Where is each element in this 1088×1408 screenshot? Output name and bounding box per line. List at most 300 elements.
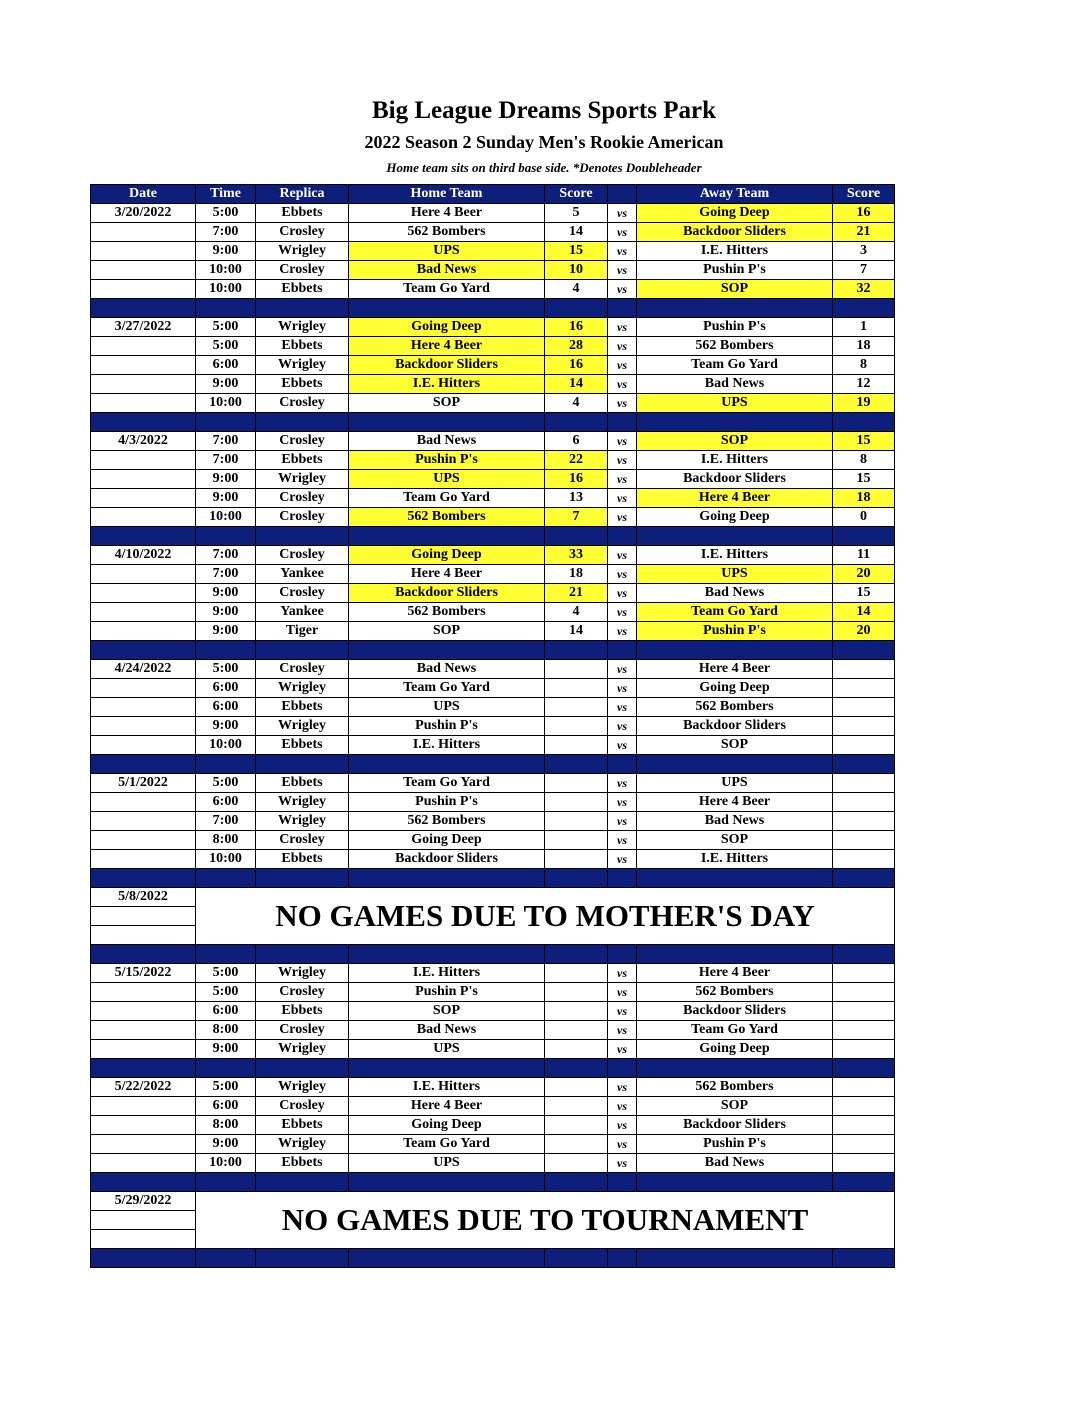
home-team-cell: I.E. Hitters [349, 736, 545, 755]
field-cell: Crosley [256, 432, 349, 451]
date-cell: 4/24/2022 [91, 660, 196, 679]
date-cell: 5/1/2022 [91, 774, 196, 793]
separator-cell [349, 945, 545, 964]
away-score-cell [833, 983, 895, 1002]
separator-cell [91, 869, 196, 888]
away-score-cell [833, 717, 895, 736]
home-team-cell: Backdoor Sliders [349, 584, 545, 603]
time-cell: 9:00 [196, 242, 256, 261]
date-cell: 4/3/2022 [91, 432, 196, 451]
separator-cell [196, 527, 256, 546]
separator-cell [545, 869, 608, 888]
away-score-cell: 18 [833, 489, 895, 508]
vs-cell: vs [608, 831, 637, 850]
field-cell: Yankee [256, 565, 349, 584]
game-row [91, 622, 895, 641]
away-score-cell: 18 [833, 337, 895, 356]
separator-cell [637, 641, 833, 660]
away-score-cell [833, 1002, 895, 1021]
home-score-cell: 4 [545, 603, 608, 622]
game-row [91, 432, 895, 451]
field-cell: Ebbets [256, 698, 349, 717]
away-team-cell: Bad News [637, 375, 833, 394]
vs-cell: vs [608, 736, 637, 755]
home-team-cell: Backdoor Sliders [349, 850, 545, 869]
time-cell: 7:00 [196, 223, 256, 242]
date-cell [91, 375, 196, 394]
separator-cell [545, 1173, 608, 1192]
date-cell [91, 717, 196, 736]
date-cell: 3/27/2022 [91, 318, 196, 337]
home-score-cell [545, 1040, 608, 1059]
home-score-cell: 16 [545, 470, 608, 489]
separator-cell [608, 1249, 637, 1268]
vs-cell: vs [608, 793, 637, 812]
vs-cell: vs [608, 318, 637, 337]
away-score-cell [833, 1078, 895, 1097]
date-cell [91, 698, 196, 717]
away-score-cell: 7 [833, 261, 895, 280]
game-row [91, 394, 895, 413]
game-row [91, 1021, 895, 1040]
home-score-cell [545, 831, 608, 850]
away-team-cell: SOP [637, 736, 833, 755]
away-score-cell: 15 [833, 432, 895, 451]
game-row [91, 223, 895, 242]
game-row [91, 774, 895, 793]
vs-cell: vs [608, 698, 637, 717]
home-team-cell: Bad News [349, 432, 545, 451]
away-score-cell [833, 1154, 895, 1173]
away-score-cell: 32 [833, 280, 895, 299]
time-cell: 9:00 [196, 584, 256, 603]
home-score-cell: 16 [545, 318, 608, 337]
home-team-cell: Team Go Yard [349, 679, 545, 698]
separator-cell [545, 641, 608, 660]
time-cell: 10:00 [196, 850, 256, 869]
field-cell: Ebbets [256, 451, 349, 470]
home-score-cell: 4 [545, 280, 608, 299]
separator-cell [608, 413, 637, 432]
vs-cell: vs [608, 242, 637, 261]
away-team-cell: I.E. Hitters [637, 546, 833, 565]
separator-cell [833, 869, 895, 888]
separator-cell [833, 527, 895, 546]
home-team-cell: Here 4 Beer [349, 565, 545, 584]
field-cell: Crosley [256, 584, 349, 603]
vs-cell: vs [608, 394, 637, 413]
separator-cell [608, 299, 637, 318]
home-team-cell: Here 4 Beer [349, 204, 545, 223]
game-row [91, 679, 895, 698]
home-score-cell: 21 [545, 584, 608, 603]
away-team-cell: UPS [637, 565, 833, 584]
time-cell: 10:00 [196, 394, 256, 413]
away-team-cell: I.E. Hitters [637, 242, 833, 261]
page-title: Big League Dreams Sports Park [372, 97, 716, 124]
date-cell: 5/8/2022 [91, 888, 196, 907]
game-row [91, 850, 895, 869]
home-team-cell: I.E. Hitters [349, 375, 545, 394]
field-cell: Yankee [256, 603, 349, 622]
away-score-cell [833, 812, 895, 831]
date-cell [91, 470, 196, 489]
separator-cell [256, 1173, 349, 1192]
game-row [91, 1135, 895, 1154]
field-cell: Crosley [256, 1021, 349, 1040]
home-team-cell: UPS [349, 1154, 545, 1173]
away-team-cell: 562 Bombers [637, 983, 833, 1002]
away-team-cell: Backdoor Sliders [637, 717, 833, 736]
away-team-cell: Bad News [637, 1154, 833, 1173]
game-row [91, 489, 895, 508]
away-score-cell: 8 [833, 356, 895, 375]
time-cell: 8:00 [196, 1021, 256, 1040]
home-score-cell [545, 698, 608, 717]
vs-cell: vs [608, 1040, 637, 1059]
home-score-cell [545, 736, 608, 755]
home-score-cell [545, 660, 608, 679]
game-row [91, 565, 895, 584]
separator-cell [91, 1249, 196, 1268]
date-cell [91, 280, 196, 299]
time-cell: 10:00 [196, 736, 256, 755]
vs-cell: vs [608, 964, 637, 983]
separator-cell [256, 755, 349, 774]
away-score-cell [833, 1135, 895, 1154]
home-score-cell: 14 [545, 375, 608, 394]
separator-cell [349, 413, 545, 432]
header-date: Date [91, 185, 196, 204]
away-score-cell: 14 [833, 603, 895, 622]
away-team-cell: Pushin P's [637, 261, 833, 280]
home-team-cell: Going Deep [349, 831, 545, 850]
time-cell: 9:00 [196, 622, 256, 641]
away-score-cell [833, 793, 895, 812]
home-team-cell: Backdoor Sliders [349, 356, 545, 375]
separator-cell [196, 1173, 256, 1192]
separator-cell [608, 641, 637, 660]
vs-cell: vs [608, 660, 637, 679]
notice-row [91, 888, 895, 907]
home-score-cell: 16 [545, 356, 608, 375]
away-team-cell: Here 4 Beer [637, 964, 833, 983]
date-cell [91, 983, 196, 1002]
home-score-cell [545, 717, 608, 736]
vs-cell: vs [608, 565, 637, 584]
schedule-table [90, 184, 895, 1268]
field-cell: Ebbets [256, 1116, 349, 1135]
date-cell: 4/10/2022 [91, 546, 196, 565]
home-score-cell: 13 [545, 489, 608, 508]
away-score-cell [833, 831, 895, 850]
separator-cell [196, 869, 256, 888]
week-separator [91, 755, 895, 774]
home-team-cell: SOP [349, 394, 545, 413]
game-row [91, 812, 895, 831]
vs-cell: vs [608, 812, 637, 831]
vs-cell: vs [608, 1116, 637, 1135]
date-cell [91, 1211, 196, 1230]
separator-cell [608, 527, 637, 546]
date-cell [91, 489, 196, 508]
home-team-cell: Going Deep [349, 1116, 545, 1135]
game-row [91, 1116, 895, 1135]
header-away-score: Score [833, 185, 895, 204]
field-cell: Crosley [256, 508, 349, 527]
home-team-cell: UPS [349, 470, 545, 489]
home-score-cell [545, 1097, 608, 1116]
home-score-cell: 14 [545, 223, 608, 242]
game-row [91, 1040, 895, 1059]
home-score-cell: 28 [545, 337, 608, 356]
separator-cell [608, 1059, 637, 1078]
home-team-cell: 562 Bombers [349, 223, 545, 242]
header-home-team: Home Team [349, 185, 545, 204]
game-row [91, 318, 895, 337]
home-score-cell [545, 1021, 608, 1040]
date-cell [91, 1021, 196, 1040]
field-cell: Wrigley [256, 242, 349, 261]
week-separator [91, 413, 895, 432]
separator-cell [91, 299, 196, 318]
home-team-cell: Here 4 Beer [349, 337, 545, 356]
separator-cell [256, 1249, 349, 1268]
home-team-cell: UPS [349, 698, 545, 717]
away-score-cell: 11 [833, 546, 895, 565]
separator-cell [91, 1059, 196, 1078]
away-team-cell: 562 Bombers [637, 337, 833, 356]
game-row [91, 280, 895, 299]
away-team-cell: UPS [637, 774, 833, 793]
vs-cell: vs [608, 850, 637, 869]
home-score-cell: 22 [545, 451, 608, 470]
date-cell [91, 1097, 196, 1116]
vs-cell: vs [608, 280, 637, 299]
away-team-cell: Going Deep [637, 1040, 833, 1059]
away-team-cell: Backdoor Sliders [637, 223, 833, 242]
separator-cell [256, 299, 349, 318]
field-cell: Wrigley [256, 1078, 349, 1097]
field-cell: Crosley [256, 489, 349, 508]
date-cell [91, 736, 196, 755]
field-cell: Crosley [256, 1097, 349, 1116]
separator-cell [833, 641, 895, 660]
time-cell: 6:00 [196, 793, 256, 812]
week-separator [91, 1249, 895, 1268]
away-team-cell: I.E. Hitters [637, 850, 833, 869]
game-row [91, 337, 895, 356]
game-row [91, 375, 895, 394]
vs-cell: vs [608, 774, 637, 793]
time-cell: 9:00 [196, 489, 256, 508]
away-score-cell [833, 1097, 895, 1116]
away-score-cell: 1 [833, 318, 895, 337]
field-cell: Crosley [256, 831, 349, 850]
date-cell [91, 337, 196, 356]
away-team-cell: Team Go Yard [637, 603, 833, 622]
home-team-cell: 562 Bombers [349, 812, 545, 831]
separator-cell [91, 527, 196, 546]
field-cell: Ebbets [256, 280, 349, 299]
date-cell [91, 603, 196, 622]
away-score-cell: 21 [833, 223, 895, 242]
away-score-cell [833, 774, 895, 793]
separator-cell [349, 1249, 545, 1268]
separator-cell [833, 1249, 895, 1268]
date-cell [91, 242, 196, 261]
game-row [91, 717, 895, 736]
field-cell: Crosley [256, 983, 349, 1002]
separator-cell [608, 755, 637, 774]
game-row [91, 1078, 895, 1097]
game-row [91, 242, 895, 261]
separator-cell [256, 641, 349, 660]
separator-cell [196, 945, 256, 964]
date-cell [91, 1002, 196, 1021]
date-cell: 5/29/2022 [91, 1192, 196, 1211]
field-cell: Ebbets [256, 375, 349, 394]
home-score-cell [545, 679, 608, 698]
separator-cell [91, 1173, 196, 1192]
separator-cell [637, 1249, 833, 1268]
field-cell: Wrigley [256, 356, 349, 375]
separator-cell [196, 641, 256, 660]
separator-cell [545, 413, 608, 432]
field-cell: Tiger [256, 622, 349, 641]
schedule-note: Home team sits on third base side. *Denotes Doubleheader [386, 160, 702, 175]
away-score-cell: 20 [833, 565, 895, 584]
date-cell [91, 831, 196, 850]
date-cell [91, 926, 196, 945]
header-time: Time [196, 185, 256, 204]
separator-cell [833, 1173, 895, 1192]
field-cell: Crosley [256, 261, 349, 280]
field-cell: Wrigley [256, 1040, 349, 1059]
away-team-cell: SOP [637, 1097, 833, 1116]
separator-cell [256, 945, 349, 964]
time-cell: 10:00 [196, 261, 256, 280]
away-team-cell: SOP [637, 280, 833, 299]
separator-cell [637, 413, 833, 432]
home-team-cell: UPS [349, 242, 545, 261]
field-cell: Ebbets [256, 1154, 349, 1173]
away-team-cell: SOP [637, 432, 833, 451]
home-team-cell: Bad News [349, 660, 545, 679]
page-subtitle: 2022 Season 2 Sunday Men's Rookie American [364, 132, 724, 152]
date-cell [91, 622, 196, 641]
home-team-cell: I.E. Hitters [349, 964, 545, 983]
field-cell: Ebbets [256, 204, 349, 223]
schedule-body [91, 204, 895, 1268]
separator-cell [196, 1059, 256, 1078]
separator-cell [833, 413, 895, 432]
home-team-cell: 562 Bombers [349, 603, 545, 622]
date-cell: 5/15/2022 [91, 964, 196, 983]
away-team-cell: Backdoor Sliders [637, 470, 833, 489]
away-score-cell [833, 660, 895, 679]
home-score-cell: 10 [545, 261, 608, 280]
separator-cell [91, 755, 196, 774]
field-cell: Ebbets [256, 774, 349, 793]
time-cell: 9:00 [196, 717, 256, 736]
separator-cell [545, 299, 608, 318]
vs-cell: vs [608, 1097, 637, 1116]
home-team-cell: SOP [349, 622, 545, 641]
home-team-cell: Bad News [349, 261, 545, 280]
away-team-cell: UPS [637, 394, 833, 413]
away-team-cell: Here 4 Beer [637, 660, 833, 679]
time-cell: 9:00 [196, 1040, 256, 1059]
date-cell [91, 850, 196, 869]
home-score-cell [545, 1135, 608, 1154]
field-cell: Crosley [256, 660, 349, 679]
home-team-cell: Team Go Yard [349, 489, 545, 508]
time-cell: 9:00 [196, 470, 256, 489]
away-score-cell [833, 1040, 895, 1059]
time-cell: 5:00 [196, 318, 256, 337]
separator-cell [833, 755, 895, 774]
separator-cell [256, 869, 349, 888]
time-cell: 5:00 [196, 337, 256, 356]
vs-cell: vs [608, 356, 637, 375]
vs-cell: vs [608, 451, 637, 470]
date-cell: 3/20/2022 [91, 204, 196, 223]
game-row [91, 1097, 895, 1116]
game-row [91, 603, 895, 622]
home-team-cell: Pushin P's [349, 717, 545, 736]
field-cell: Crosley [256, 546, 349, 565]
vs-cell: vs [608, 261, 637, 280]
home-team-cell: Pushin P's [349, 983, 545, 1002]
home-score-cell: 7 [545, 508, 608, 527]
date-cell [91, 565, 196, 584]
field-cell: Crosley [256, 223, 349, 242]
time-cell: 10:00 [196, 280, 256, 299]
home-score-cell [545, 964, 608, 983]
away-team-cell: Going Deep [637, 508, 833, 527]
game-row [91, 660, 895, 679]
separator-cell [91, 945, 196, 964]
home-score-cell [545, 793, 608, 812]
away-score-cell [833, 1021, 895, 1040]
away-score-cell: 0 [833, 508, 895, 527]
separator-cell [349, 755, 545, 774]
field-cell: Ebbets [256, 736, 349, 755]
time-cell: 10:00 [196, 1154, 256, 1173]
separator-cell [196, 1249, 256, 1268]
home-score-cell: 6 [545, 432, 608, 451]
game-row [91, 470, 895, 489]
away-score-cell [833, 736, 895, 755]
date-cell [91, 679, 196, 698]
home-score-cell: 4 [545, 394, 608, 413]
game-row [91, 1002, 895, 1021]
separator-cell [637, 755, 833, 774]
field-cell: Crosley [256, 394, 349, 413]
time-cell: 5:00 [196, 660, 256, 679]
week-separator [91, 299, 895, 318]
vs-cell: vs [608, 622, 637, 641]
game-row [91, 736, 895, 755]
separator-cell [833, 1059, 895, 1078]
away-score-cell: 20 [833, 622, 895, 641]
date-cell [91, 1135, 196, 1154]
time-cell: 7:00 [196, 565, 256, 584]
away-score-cell: 19 [833, 394, 895, 413]
field-cell: Wrigley [256, 318, 349, 337]
away-team-cell: 562 Bombers [637, 698, 833, 717]
